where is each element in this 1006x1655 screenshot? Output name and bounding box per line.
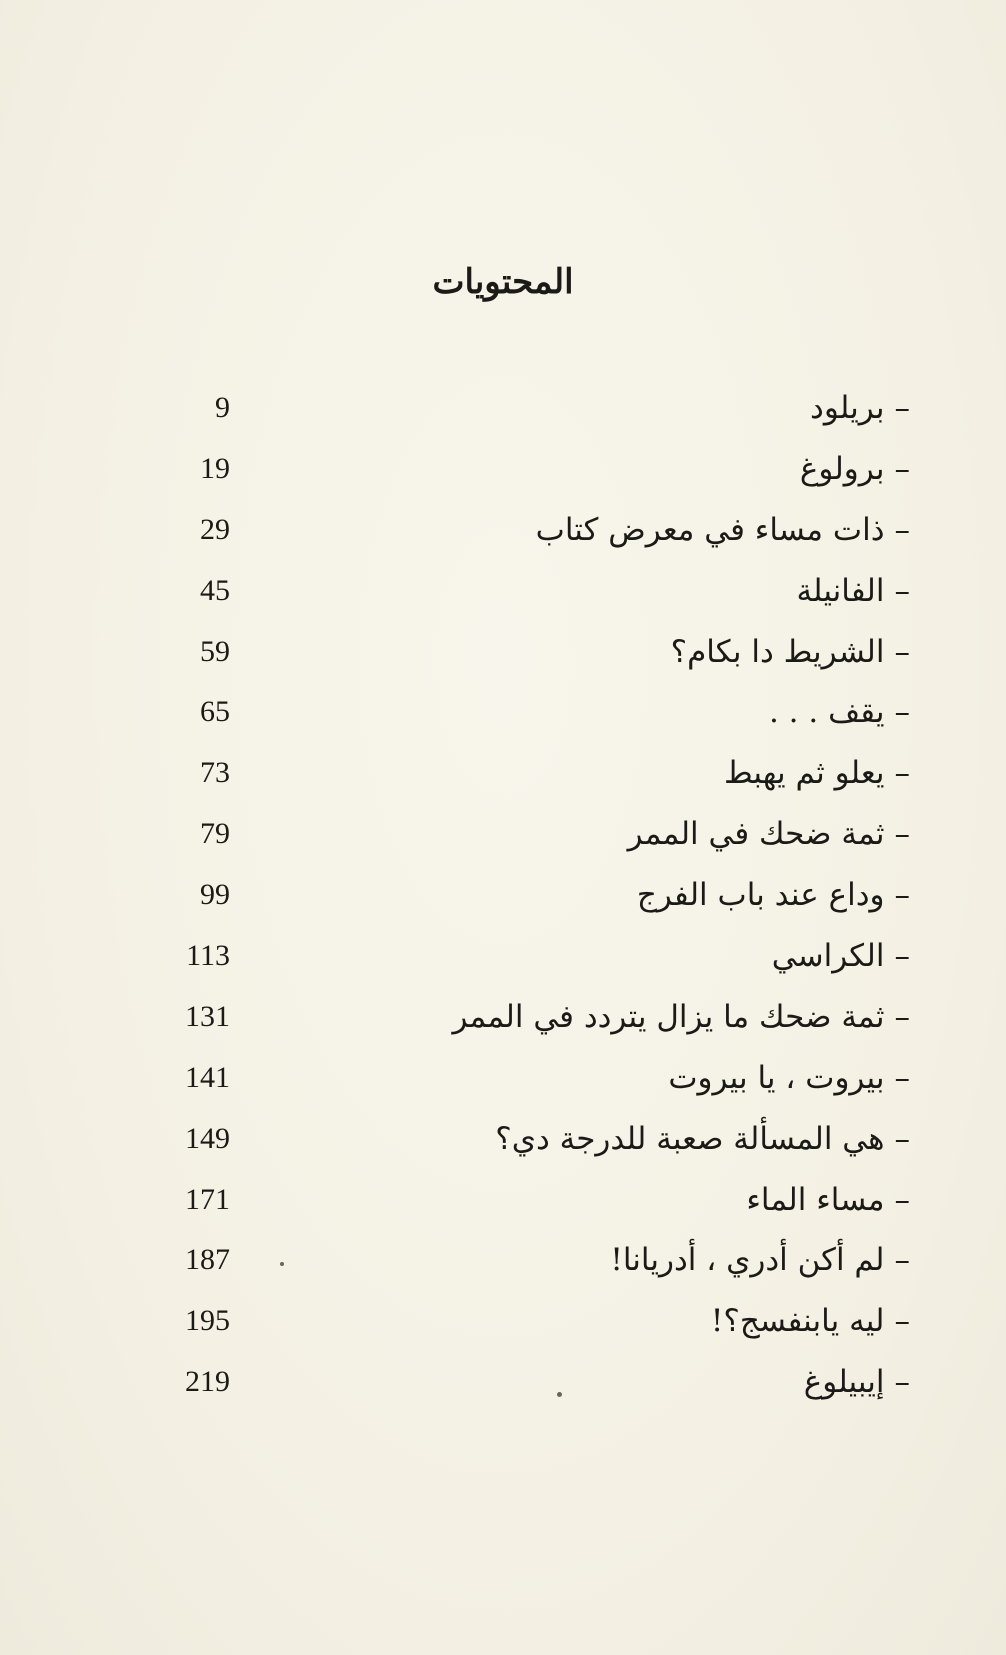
toc-entry bbox=[746, 1180, 910, 1220]
toc-row bbox=[170, 1119, 910, 1180]
toc-dash: – bbox=[894, 1242, 910, 1279]
toc-row bbox=[170, 449, 910, 510]
toc-page-number: 65 bbox=[200, 695, 230, 729]
toc-dash: – bbox=[894, 1364, 910, 1401]
toc-entry bbox=[711, 1301, 910, 1341]
toc-dash: – bbox=[894, 938, 910, 975]
toc-entry-title: بيروت ، يا بيروت bbox=[668, 1059, 885, 1096]
toc-row bbox=[170, 1240, 910, 1301]
toc-row bbox=[170, 753, 910, 814]
toc-row bbox=[170, 1301, 910, 1362]
toc-entry bbox=[637, 875, 910, 915]
toc-page-number: 59 bbox=[200, 634, 230, 668]
toc-entry-title: لم أكن أدري ، أدريانا! bbox=[610, 1242, 885, 1279]
toc-dash: – bbox=[894, 1303, 910, 1340]
toc-entry-title: ليه يابنفسج؟! bbox=[710, 1303, 885, 1340]
toc-entry bbox=[610, 1240, 910, 1280]
toc-dash: – bbox=[894, 633, 910, 670]
table-of-contents bbox=[170, 388, 910, 1423]
toc-entry-title: الشريط دا بكام؟ bbox=[670, 633, 885, 670]
toc-dash: – bbox=[894, 572, 910, 609]
toc-page-number: 149 bbox=[185, 1121, 230, 1155]
toc-dash: – bbox=[894, 755, 910, 792]
toc-page-number: 73 bbox=[200, 756, 230, 790]
toc-entry-title: ثمة ضحك في الممر bbox=[627, 816, 885, 853]
toc-row bbox=[170, 875, 910, 936]
toc-page-number: 45 bbox=[200, 573, 230, 607]
toc-page-number: 99 bbox=[200, 878, 230, 912]
toc-row bbox=[170, 692, 910, 753]
toc-page-number: 131 bbox=[185, 999, 230, 1033]
toc-dash: – bbox=[894, 694, 910, 731]
toc-row bbox=[170, 388, 910, 449]
toc-entry bbox=[536, 510, 910, 550]
toc-dash: – bbox=[894, 877, 910, 914]
toc-entry bbox=[452, 997, 910, 1037]
toc-row bbox=[170, 936, 910, 997]
toc-page-number: 171 bbox=[185, 1182, 230, 1216]
toc-entry bbox=[800, 449, 910, 489]
toc-row bbox=[170, 571, 910, 632]
toc-row bbox=[170, 632, 910, 693]
toc-entry-title: هي المسألة صعبة للدرجة دي؟ bbox=[495, 1120, 885, 1157]
toc-row bbox=[170, 510, 910, 571]
toc-page-number: 195 bbox=[185, 1304, 230, 1338]
toc-entry-title: ذات مساء في معرض كتاب bbox=[535, 511, 885, 548]
paper-speck bbox=[280, 1262, 284, 1266]
toc-page-number: 219 bbox=[185, 1365, 230, 1399]
toc-entry bbox=[495, 1119, 910, 1159]
toc-entry-title: يقف . . . bbox=[768, 694, 885, 731]
toc-entry bbox=[671, 632, 910, 672]
toc-page-number: 19 bbox=[200, 451, 230, 485]
toc-entry-title: وداع عند باب الفرج bbox=[636, 877, 885, 914]
toc-entry-title: مساء الماء bbox=[746, 1181, 885, 1218]
toc-entry bbox=[668, 1058, 910, 1098]
toc-dash: – bbox=[894, 390, 910, 426]
toc-entry bbox=[810, 388, 910, 428]
toc-entry-title: الكراسي bbox=[771, 938, 885, 975]
toc-row bbox=[170, 814, 910, 875]
toc-entry bbox=[796, 571, 910, 611]
toc-entry-title: إيبيلوغ bbox=[803, 1364, 885, 1401]
toc-entry-title: برولوغ bbox=[799, 450, 885, 487]
toc-dash: – bbox=[894, 1120, 910, 1157]
toc-page-number: 9 bbox=[215, 391, 230, 424]
toc-dash: – bbox=[894, 511, 910, 548]
toc-dash: – bbox=[894, 450, 910, 487]
toc-row bbox=[170, 1362, 910, 1423]
toc-row bbox=[170, 997, 910, 1058]
toc-entry-title: ثمة ضحك ما يزال يتردد في الممر bbox=[452, 998, 885, 1035]
page-title: المحتويات bbox=[432, 262, 574, 302]
paper-speck bbox=[557, 1392, 562, 1397]
toc-row bbox=[170, 1058, 910, 1119]
toc-entry-title: يعلو ثم يهبط bbox=[723, 755, 885, 792]
toc-dash: – bbox=[894, 998, 910, 1035]
toc-entry bbox=[769, 692, 910, 732]
toc-entry bbox=[724, 753, 910, 793]
toc-page-number: 29 bbox=[200, 512, 230, 546]
toc-dash: – bbox=[894, 1059, 910, 1096]
toc-dash: – bbox=[894, 816, 910, 853]
toc-dash: – bbox=[894, 1181, 910, 1218]
toc-entry-title: بريلود bbox=[810, 390, 885, 426]
toc-page-number: 187 bbox=[185, 1243, 230, 1277]
toc-row bbox=[170, 1180, 910, 1241]
toc-entry bbox=[772, 936, 910, 976]
toc-entry bbox=[804, 1362, 910, 1402]
toc-page-number: 79 bbox=[200, 817, 230, 851]
toc-page-number: 113 bbox=[186, 939, 230, 973]
toc-page-number: 141 bbox=[185, 1060, 230, 1094]
toc-entry-title: الفانيلة bbox=[796, 572, 885, 609]
toc-entry bbox=[628, 814, 910, 854]
